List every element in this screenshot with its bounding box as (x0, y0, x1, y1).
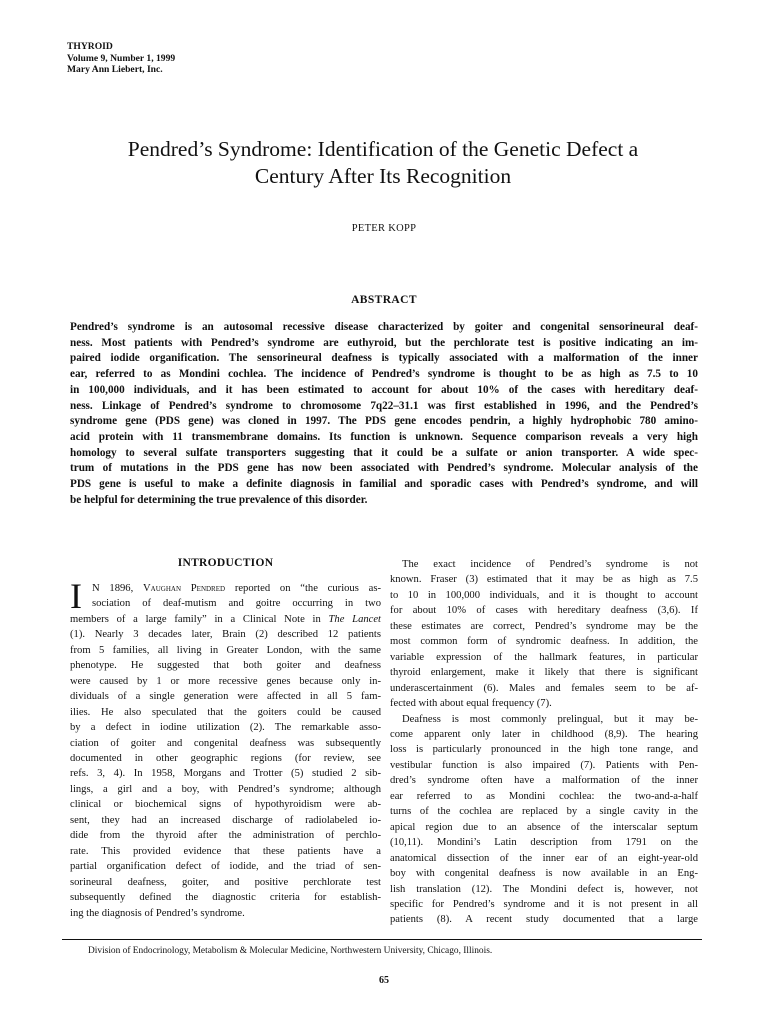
body-line: sociation of deaf-mutism and goitre occurring in two (92, 598, 381, 610)
body-line: specific for Pendred’s syndrome and it is not present in all (390, 898, 698, 910)
journal-name: THYROID (67, 41, 113, 52)
author-name-smallcaps: Vaughan Pendred (143, 583, 226, 594)
body-line: The exact incidence of Pendred’s syndrome is not (402, 559, 698, 570)
body-line: refs. 3, 4). In 1958, Morgans and Trotter (5) studied 2 sib- (70, 768, 381, 780)
abstract-line: homology to several sulfate transporters suggesting that it could be a sulfate or anion transporter. A wide spec- (70, 446, 698, 459)
body-line: thyroid enlargement, make it likely that there is significant (390, 667, 698, 679)
body-line: sent, they had an increased discharge of radiolabeled io- (70, 814, 381, 826)
body-line: for about 10% of cases with hereditary deafness (3,6). If (390, 605, 698, 617)
body-line: (1). Nearly 3 decades later, Brain (2) described 12 patients (70, 629, 381, 641)
abstract-line: in 100,000 individuals, and it has been estimated to account for about 10% of the cases with hereditary deaf- (70, 383, 698, 396)
body-line: lings, a girl and a boy, with Pendred’s syndrome; although (70, 783, 381, 795)
body-line: clinical or biochemical signs of hypothyroidism were ab- (70, 799, 381, 811)
abstract-heading: ABSTRACT (351, 294, 417, 306)
body-line: known. Fraser (3) estimated that it may be as high as 7.5 (390, 574, 698, 586)
body-line: ciation of goiter and congenital deafness was subsequently (70, 737, 381, 749)
body-line: anatomical dissection of the inner ear of an eight-year-old (390, 852, 698, 864)
body-line: turns of the cochlea are replaced by a single cavity in the (390, 806, 698, 818)
abstract-line: be helpful for determining the true prevalence of this disorder. (70, 493, 368, 506)
body-line: rate. This provided evidence that these patients have a (70, 845, 381, 857)
article-title (70, 136, 696, 190)
body-line: phenotype. He suggested that both goiter and deafness (70, 660, 381, 672)
abstract-line: syndrome gene (PDS gene) was cloned in 1997. The PDS gene encodes pendrin, a highly hydrophobic 780 amino- (70, 415, 698, 428)
abstract-line: acid protein with 11 transmembrane domains. Its function is unknown. Sequence comparison reveals a very high (70, 430, 698, 443)
abstract-line: Pendred’s syndrome is an autosomal recessive disease characterized by goiter and congenital sensorineural deaf- (70, 321, 698, 333)
intro-first-line-end: reported on “the curious as- (225, 583, 381, 594)
left-column-text (70, 576, 382, 921)
body-line: dred’s syndrome often have a malformation of the inner (390, 775, 698, 787)
body-line: ear referred to as Mondini cochlea: the two-and-a-half (390, 790, 698, 802)
body-line: were caused by 1 or more recessive genes because only in- (70, 675, 381, 687)
abstract-line: PDS gene is useful to make a definite diagnosis in familial and sporadic cases with Pendred’s syndrome, and will (70, 478, 698, 491)
right-column-text (390, 557, 698, 928)
body-line: underascertainment (6). Males and females seem to be af- (390, 682, 698, 694)
body-line: most common form of syndromic deafness. In addition, the (390, 636, 698, 648)
journal-volume: Volume 9, Number 1, 1999 (67, 52, 176, 64)
body-line: loss is particularly pronounced in the high tone range, and (390, 744, 698, 756)
body-line: vestibular function is also impaired (7). Patients with Pen- (390, 759, 698, 771)
body-line: come apparent only later in childhood (8,9). The hearing (390, 728, 698, 740)
article-title-line-2: Century After Its Recognition (254, 164, 512, 188)
body-line: ing the diagnosis of Pendred’s syndrome. (70, 907, 245, 919)
drop-cap: I (70, 576, 82, 616)
abstract-line: paired iodide organification. The sensorineural deafness is typically associated with a malformation of the inner (70, 352, 698, 365)
body-line: dide from the thyroid after the administration of perchlo- (70, 830, 381, 842)
body-line: these estimates are correct, Pendred’s syndrome may be the (390, 620, 698, 632)
introduction-heading: INTRODUCTION (177, 557, 274, 569)
body-line: by a defect in iodine utilization (2). The remarkable asso- (70, 722, 381, 734)
abstract-text (70, 320, 698, 508)
body-line: patients (8). A recent study documented that a large (390, 914, 698, 926)
body-line (70, 581, 381, 596)
body-line: fected with about equal frequency (7). (390, 698, 552, 710)
body-line: sorineural deafness, goiter, and positive perchlorate test (70, 876, 381, 888)
body-line: to 10 in 100,000 individuals, and it is thought to account (390, 589, 698, 601)
article-title-line-1: Pendred’s Syndrome: Identification of the Genetic Defect a (127, 137, 639, 161)
body-line: apical region due to an absence of the interscalar septum (390, 821, 698, 833)
body-line: subsequently defined the diagnostic criteria for establish- (70, 892, 381, 904)
body-line: Deafness is most commonly prelingual, but it may be- (402, 713, 698, 725)
article-author: PETER KOPP (351, 223, 417, 234)
abstract-line: ness. Linkage of Pendred’s syndrome to chromosome 7q22–31.1 was first established in 1996, and the Pendred’s (70, 399, 698, 412)
body-line: lish translation (12). The Mondini defect is, however, not (390, 883, 698, 895)
abstract-line: trum of mutations in the PDS gene has now been associated with Pendred’s syndrome. Molecular analysis of the (70, 462, 698, 475)
body-line (70, 612, 381, 627)
journal-citation-italic: The Lancet (328, 613, 382, 625)
body-line: ilies. He also speculated that the goiters could be caused (70, 706, 381, 718)
intro-first-line-start: N 1896, (92, 583, 144, 594)
journal-publisher: Mary Ann Liebert, Inc. (67, 64, 163, 76)
footnote-divider (62, 939, 702, 940)
journal-masthead (67, 41, 175, 76)
body-line: dividuals of a single generation were affected in all 5 fam- (70, 691, 381, 703)
author-affiliation-footnote: Division of Endocrinology, Metabolism & Molecular Medicine, Northwestern University, Chicago, Illinois. (88, 946, 493, 956)
body-line: partial organification defect of iodide, and the triad of sen- (70, 861, 381, 873)
page-number: 65 (379, 975, 389, 986)
abstract-line: ear, referred to as Mondini cochlea. The incidence of Pendred’s syndrome is thought to be as high as 7.5 to 10 (70, 368, 698, 381)
body-line: documented in other geographic regions (for review, see (70, 752, 381, 764)
body-line: boy with congenital deafness is now available in an Eng- (390, 868, 698, 880)
abstract-line: ness. Most patients with Pendred’s syndrome are euthyroid, but the perchlorate test is positive indicating an im- (70, 336, 698, 349)
intro-line-3-text: members of a large family” in a Clinical Note in (70, 613, 329, 625)
body-line: variable expression of the hallmark features, in particular (390, 651, 698, 663)
body-line: (10,11). Mondini’s Latin description from 1791 on the (390, 837, 698, 849)
body-line: from 5 families, all living in Greater London, with the same (70, 644, 381, 656)
